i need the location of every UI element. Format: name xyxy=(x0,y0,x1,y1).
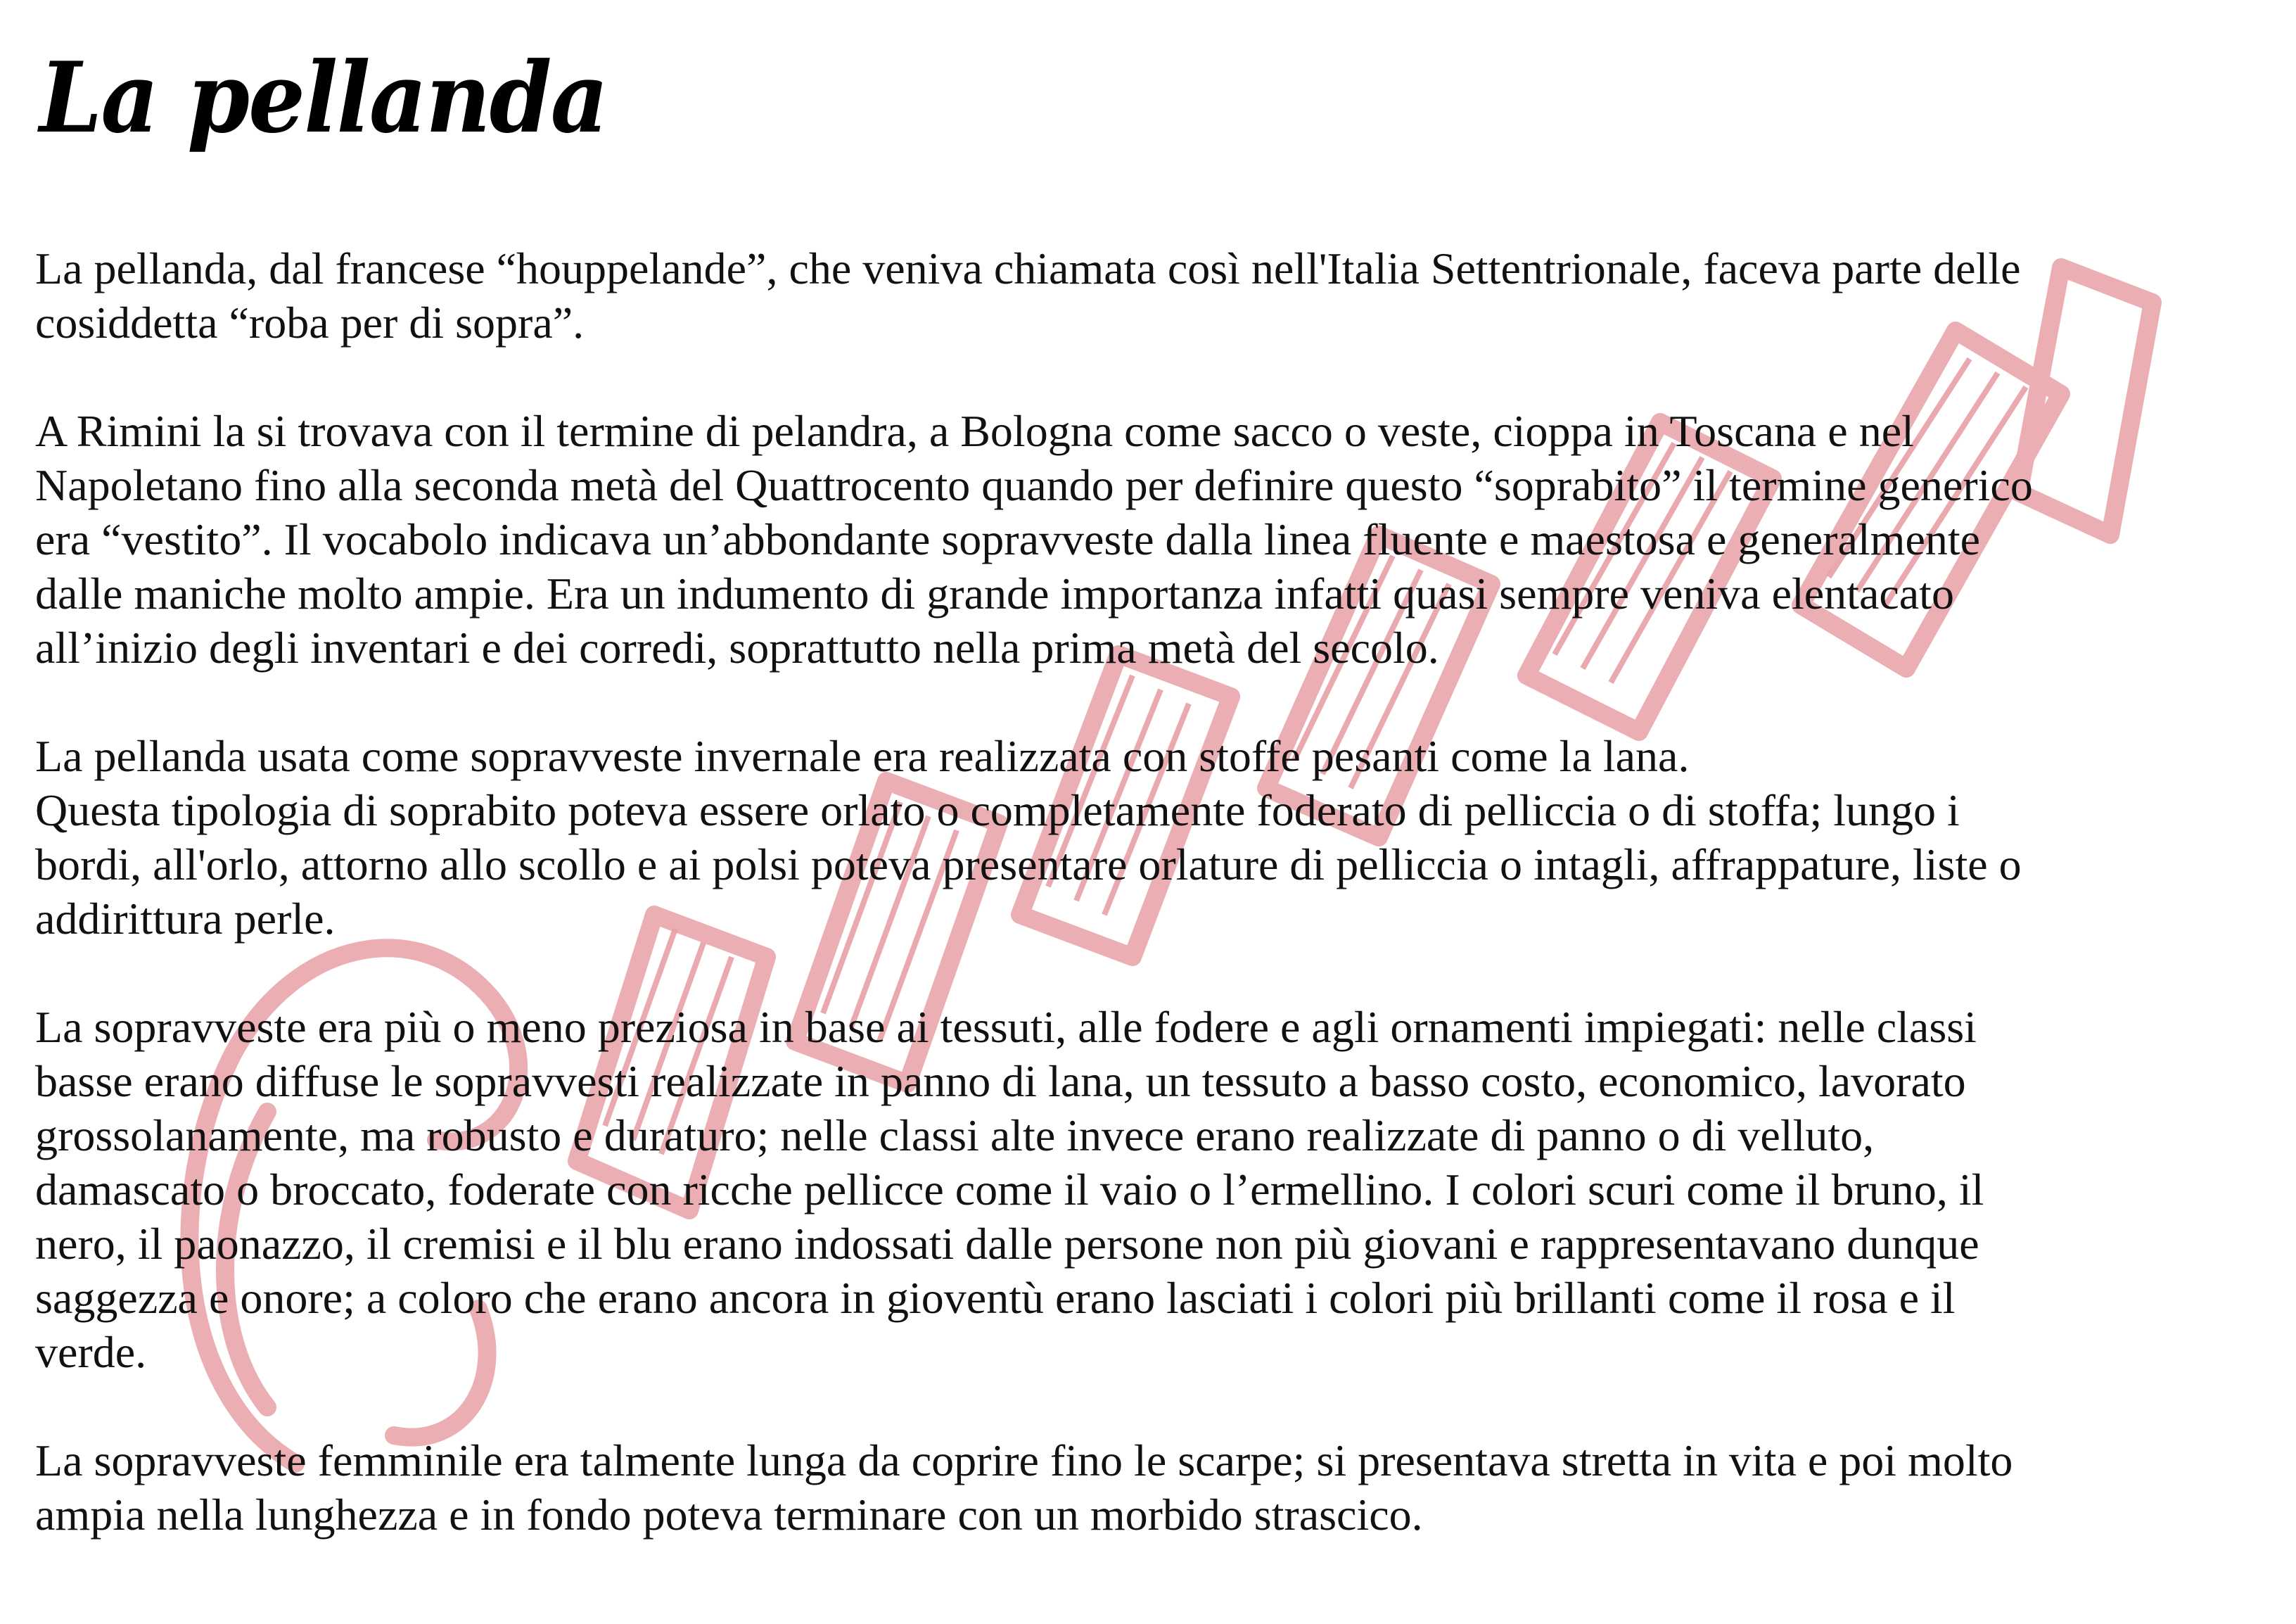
text-line: damascato o broccato, foderate con ricche pellicce come il vaio o l’ermellino. I colori scuri come il bruno, il xyxy=(35,1165,1984,1214)
paragraph-2 xyxy=(35,404,2296,675)
text-line: La pellanda usata come sopravveste invernale era realizzata con stoffe pesanti come la lana. xyxy=(35,731,1690,781)
text-line: all’inizio degli inventari e dei corredi, soprattutto nella prima metà del secolo. xyxy=(35,623,1439,673)
text-line: saggezza e onore; a coloro che erano ancora in gioventù erano lasciati i colori più brillanti come il rosa e il xyxy=(35,1273,1956,1323)
text-line: ampia nella lunghezza e in fondo poteva terminare con un morbido strascico. xyxy=(35,1490,1423,1540)
text-line: La sopravveste era più o meno preziosa in base ai tessuti, alle fodere e agli ornamenti impiegati: nelle classi xyxy=(35,1002,1977,1052)
paragraph-5 xyxy=(35,1433,2296,1542)
paragraph-1 xyxy=(35,241,2296,350)
text-line: nero, il paonazzo, il cremisi e il blu erano indossati dalle persone non più giovani e rappresentavano dunque xyxy=(35,1219,1979,1269)
text-line: addirittura perle. xyxy=(35,894,336,944)
text-line: bordi, all'orlo, attorno allo scollo e ai polsi poteva presentare orlature di pelliccia o intagli, affrappature, liste o xyxy=(35,839,2022,889)
text-line: La sopravveste femminile era talmente lunga da coprire fino le scarpe; si presentava stretta in vita e poi molto xyxy=(35,1435,2013,1485)
text-line: era “vestito”. Il vocabolo indicava un’abbondante sopravveste dalla linea fluente e maestosa e generalmente xyxy=(35,514,1981,564)
text-line: cosiddetta “roba per di sopra”. xyxy=(35,298,585,348)
text-line: La pellanda, dal francese “houppelande”, che veniva chiamata così nell'Italia Settentrionale, faceva parte delle xyxy=(35,243,2021,293)
text-line: Napoletano fino alla seconda metà del Quattrocento quando per definire questo “soprabito” il termine generico xyxy=(35,460,2033,510)
text-line: basse erano diffuse le sopravvesti realizzate in panno di lana, un tessuto a basso costo, economico, lavorato xyxy=(35,1056,1966,1106)
text-line: Questa tipologia di soprabito poteva essere orlato o completamente foderato di pelliccia o di stoffa; lungo i xyxy=(35,785,1960,835)
text-line: A Rimini la si trovava con il termine di pelandra, a Bologna come sacco o veste, cioppa in Toscana e nel xyxy=(35,406,1914,456)
text-line: grossolanamente, ma robusto e duraturo; nelle classi alte invece erano realizzate di panno o di velluto, xyxy=(35,1110,1875,1160)
paragraph-3 xyxy=(35,729,2296,946)
document-body xyxy=(35,241,2296,1596)
document-title: La pellanda xyxy=(39,40,608,155)
paragraph-4 xyxy=(35,1000,2296,1379)
text-line: dalle maniche molto ampie. Era un indumento di grande importanza infatti quasi sempre veniva elentacato xyxy=(35,569,1954,618)
text-line: verde. xyxy=(35,1327,147,1377)
